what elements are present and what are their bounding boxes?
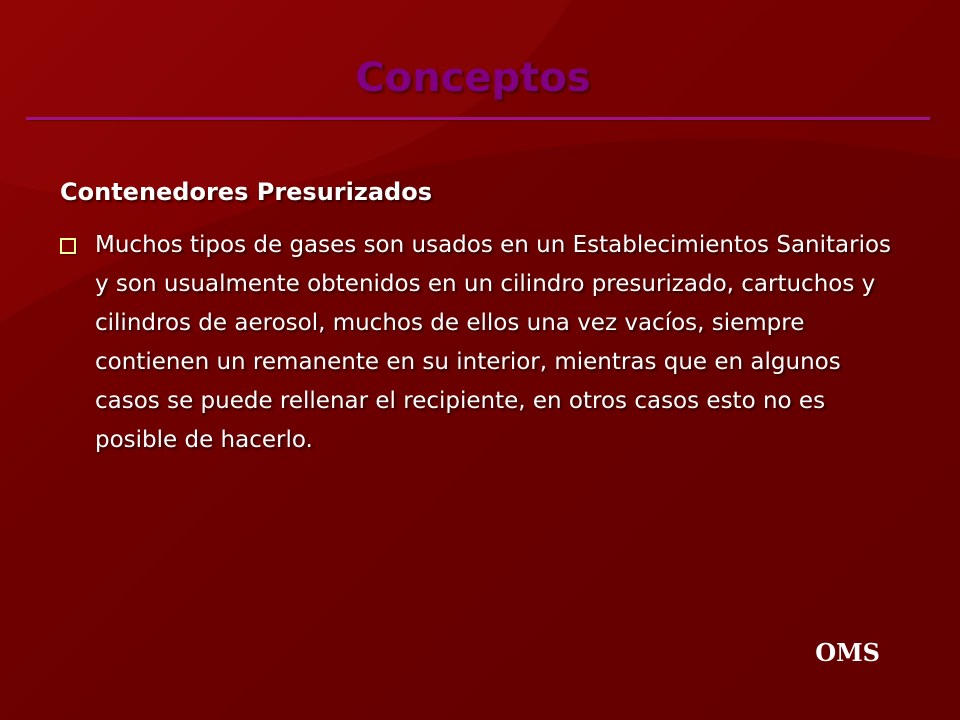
bullet-item <box>60 226 900 460</box>
section-heading: Contenedores Presurizados <box>60 178 432 206</box>
title-underline <box>26 117 930 120</box>
slide-title: Conceptos <box>355 55 591 101</box>
hollow-square-bullet-icon <box>60 238 76 254</box>
bullet-text: Muchos tipos de gases son usados en un Establecimientos Sanitarios y son usualmente obtenidos en un cilindro presurizado, cartuchos y cilindros de aerosol, muchos de ellos una vez vacíos, siempre contienen un remanente en su interior, mientras que en algunos casos se puede rellenar el recipiente, en otros casos esto no es posible de hacerlo. <box>95 232 892 453</box>
bullet-list <box>60 226 900 460</box>
footer-source-label: OMS <box>815 638 880 667</box>
